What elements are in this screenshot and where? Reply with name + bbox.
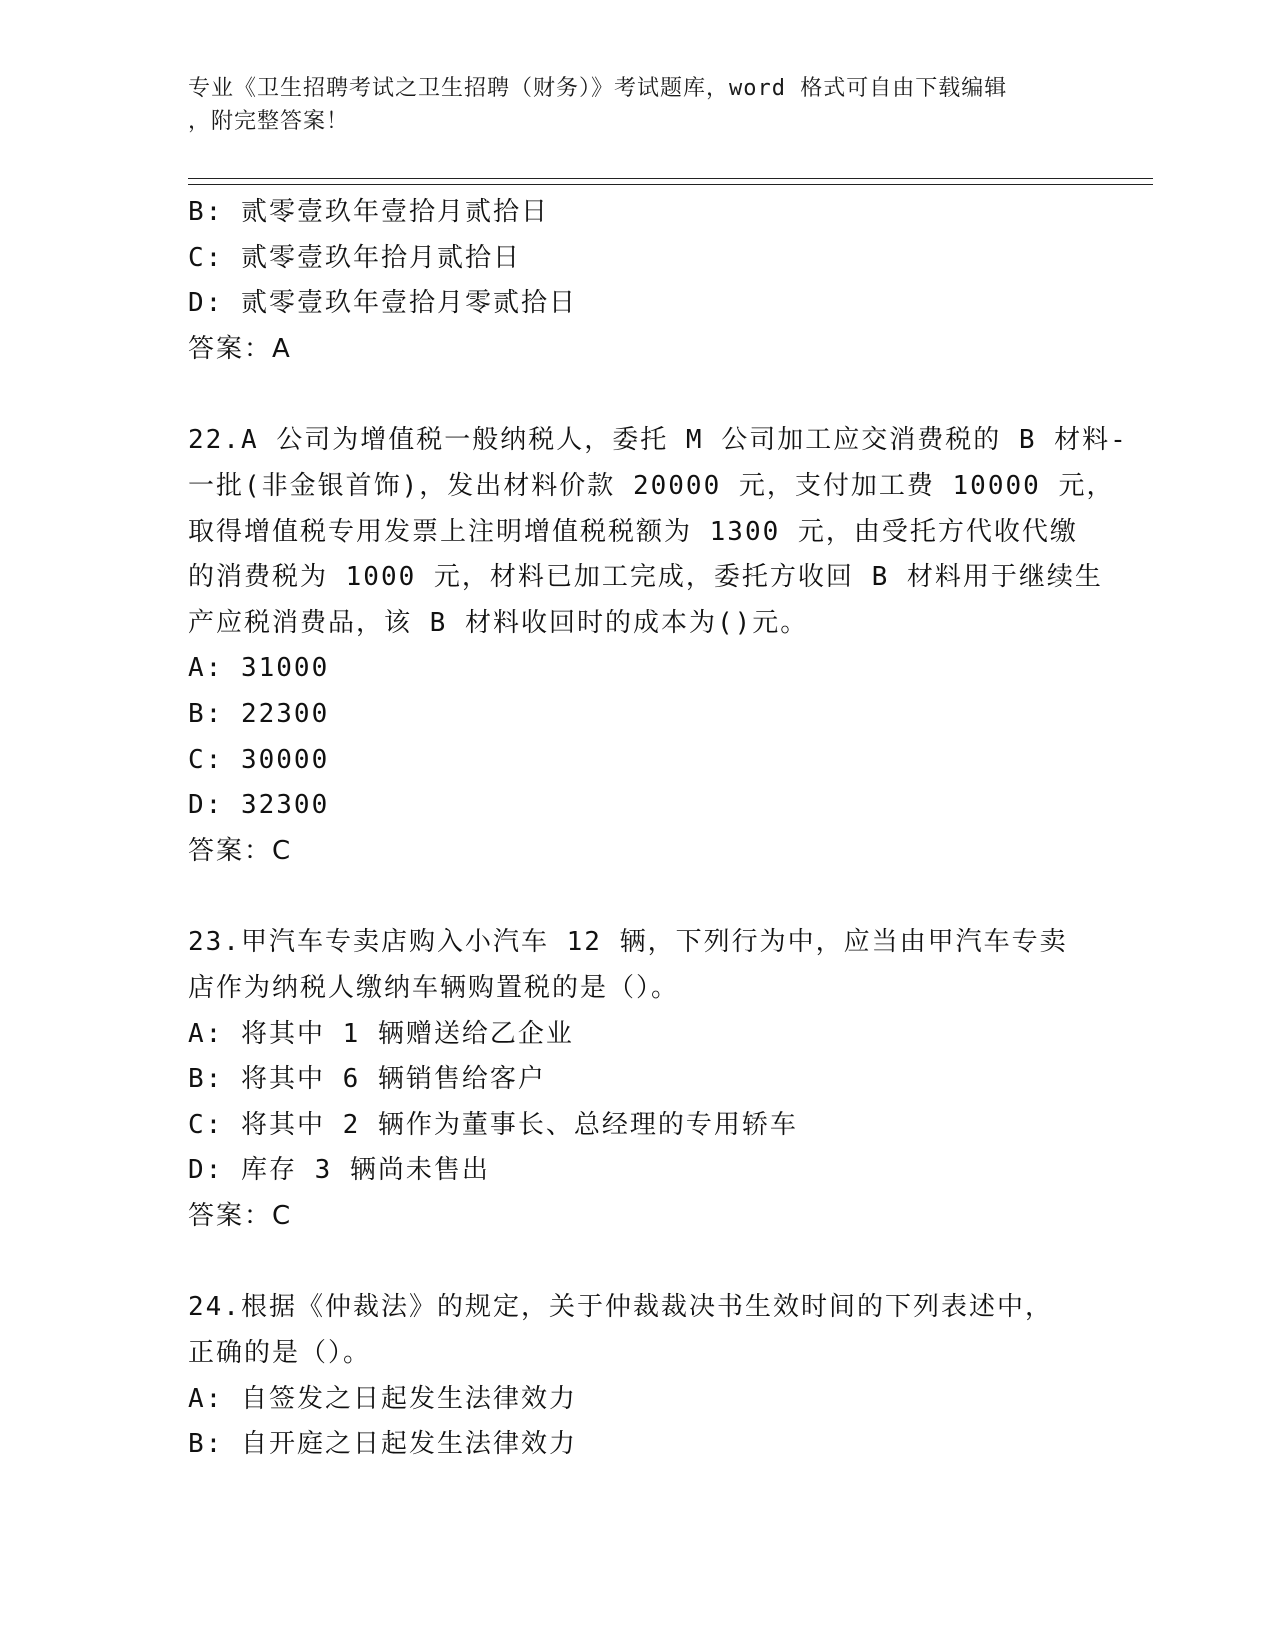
answer: 答案：C <box>188 1200 293 1231</box>
question-list <box>188 190 1128 1468</box>
header-line: ，附完整答案！ <box>188 109 350 134</box>
question-text: 产应税消费品，该 B 材料收回时的成本为()元。 <box>188 607 809 638</box>
answer: 答案：C <box>188 835 293 866</box>
option-a: A: 将其中 1 辆赠送给乙企业 <box>188 1018 574 1049</box>
question-text: 一批(非金银首饰)，发出材料价款 20000 元，支付加工费 10000 元， <box>188 470 1115 501</box>
option-d: D: 贰零壹玖年壹拾月零贰拾日 <box>188 288 577 319</box>
question-block <box>188 1285 1088 1467</box>
option-b: B: 自开庭之日起发生法律效力 <box>188 1429 577 1460</box>
answer: 答案：A <box>188 333 292 364</box>
question-text: 的消费税为 1000 元，材料已加工完成，委托方收回 B 材料用于继续生 <box>188 562 1103 593</box>
option-b: B: 贰零壹玖年壹拾月贰拾日 <box>188 197 549 227</box>
option-d: D: 库存 3 辆尚未售出 <box>188 1155 490 1186</box>
option-b: B: 将其中 6 辆销售给客户 <box>188 1064 546 1095</box>
question-text: 24.根据《仲裁法》的规定，关于仲裁裁决书生效时间的下列表述中， <box>188 1292 1053 1323</box>
option-c: C: 30000 <box>188 744 330 775</box>
question-text: 23.甲汽车专卖店购入小汽车 12 辆，下列行为中，应当由甲汽车专卖 <box>188 927 1068 958</box>
question-block <box>188 920 1088 1239</box>
question-block <box>188 190 1088 372</box>
header-line: 专业《卫生招聘考试之卫生招聘（财务）》考试题库，word 格式可自由下载编辑 <box>188 76 1008 101</box>
header-divider <box>188 178 1153 179</box>
header-divider <box>188 184 1153 185</box>
document-header <box>188 72 1088 138</box>
question-text: 取得增值税专用发票上注明增值税税额为 1300 元，由受托方代收代缴 <box>188 516 1078 547</box>
question-block <box>188 418 1128 874</box>
question-text: 店作为纳税人缴纳车辆购置税的是（）。 <box>188 972 680 1003</box>
option-c: C: 将其中 2 辆作为董事长、总经理的专用轿车 <box>188 1109 798 1140</box>
option-b: B: 22300 <box>188 698 330 729</box>
option-c: C: 贰零壹玖年拾月贰拾日 <box>188 242 521 273</box>
option-d: D: 32300 <box>188 790 330 821</box>
option-a: A: 31000 <box>188 653 330 684</box>
question-text: 22.A 公司为增值税一般纳税人，委托 M 公司加工应交消费税的 B 材料- <box>188 425 1128 456</box>
option-a: A: 自签发之日起发生法律效力 <box>188 1383 577 1414</box>
question-text: 正确的是（）。 <box>188 1338 372 1369</box>
